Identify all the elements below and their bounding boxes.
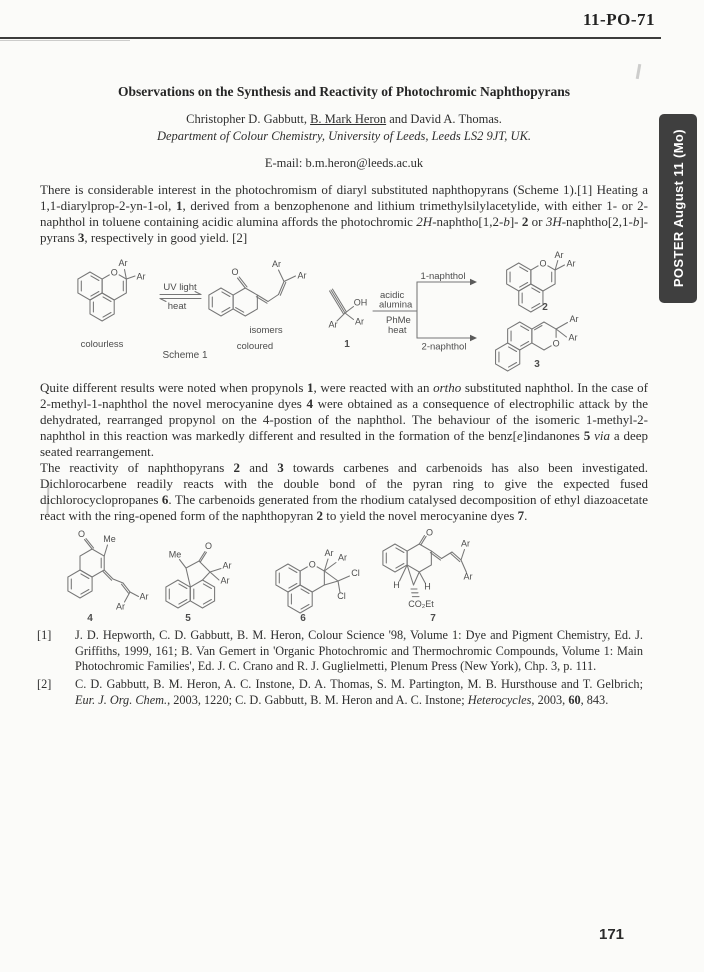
oxygen-label: O — [552, 338, 560, 349]
reference-item — [37, 628, 643, 675]
compound-number-2: 2 — [542, 302, 548, 313]
ar-label: Ar — [116, 601, 125, 612]
ar-label: Ar — [355, 316, 364, 327]
paper-code: 11-PO-71 — [583, 10, 655, 29]
compound-number-1: 1 — [344, 339, 350, 350]
ar-label: Ar — [220, 575, 230, 586]
oxygen-label: O — [110, 267, 118, 278]
structure-compound-6 — [276, 548, 360, 624]
author-line: Christopher D. Gabbutt, B. Mark Heron and David A. Thomas. — [186, 112, 502, 126]
reference-text: C. D. Gabbutt, B. M. Heron, A. C. Instone, D. A. Thomas, S. M. Partington, M. B. Hursthouse and T. Gelbrich; Eur. J. Org. Chem., 2003, 1220; C. D. Gabbutt, B. M. Heron and A. C. Instone; Heterocycles, 2003, 60, 843. — [75, 677, 643, 707]
compound-number-5: 5 — [185, 613, 191, 624]
ar-label: Ar — [463, 571, 473, 582]
page-title: Observations on the Synthesis and Reactivity of Photochromic Naphthopyrans — [117, 84, 571, 99]
ar-label: Ar — [118, 258, 128, 268]
hydrogen-label: H — [393, 580, 400, 590]
ar-label: Ar — [461, 538, 470, 549]
affiliation: Department of Colour Chemistry, University of Leeds, Leeds LS2 9JT, UK. — [156, 129, 532, 143]
equilibrium-arrows — [160, 282, 201, 312]
page-number: 171 — [599, 926, 625, 943]
paragraph-1: There is considerable interest in the photochromism of diaryl substituted naphthopyrans (Scheme 1).[1] Heating a 1,1-diarylprop-2-yn-1-ol, 1, derived from a benzophenone and lithium trimethylsilylacetylide, with either 1- or 2- naphthol in toluene containing acidic alumina affords the photochromic 2H-naphtho[1,2-b]- 2 or 3H-naphtho[2,1-b]- pyrans 3, respectively in good yield. [2] — [40, 182, 648, 245]
poster-session-label: POSTER August 11 (Mo) — [670, 129, 686, 288]
ar-label: Ar — [566, 258, 576, 269]
phme-label: PhMe — [386, 315, 411, 326]
scheme-1-figure — [40, 252, 660, 380]
coloured-label: coloured — [236, 341, 274, 352]
paragraph-3: The reactivity of naphthopyrans 2 and 3 towards carbenes and carbenoids has also been investigated. Dichlorocarbene readily reacts with the double bond of the pyran ring to give the expected fused dichlorocyclopropanes 6. The carbenoids generated from the rhodium catalysed decomposition of ethyl diazoacetate react with the ring-opened form of the naphthopyran 2 to yield the novel merocyanine dyes 7. — [40, 460, 648, 523]
header-rule-artifact — [0, 40, 130, 41]
hydrogen-label: H — [424, 581, 431, 592]
1-naphthol-label: 1-naphthol — [420, 271, 466, 282]
structure-naphthopyran-3 — [496, 314, 579, 371]
compounds-4-7-figure — [40, 528, 660, 623]
chlorine-label: Cl — [337, 591, 346, 601]
compound-number-3: 3 — [534, 359, 540, 370]
ar-label: Ar — [222, 560, 232, 571]
scheme-caption — [162, 350, 207, 361]
ar-label: Ar — [139, 591, 149, 602]
structure-compound-5 — [166, 541, 232, 624]
structure-propynol-1 — [329, 289, 368, 350]
2-naphthol-label: 2-naphthol — [421, 341, 467, 353]
reference-item — [37, 677, 643, 708]
structure-naphthopyran-colourless — [78, 258, 146, 350]
poster-session-badge — [659, 114, 697, 303]
paragraph-2-and-3 — [40, 380, 648, 524]
oxygen-label: O — [231, 267, 239, 277]
scheme-1-caption: Scheme 1 — [162, 350, 208, 361]
structure-naphthopyran-2 — [507, 250, 576, 313]
header-rule — [0, 37, 661, 39]
ar-label: Ar — [272, 259, 281, 269]
ester-label: CO₂Et — [408, 599, 434, 609]
methyl-label: Me — [168, 549, 182, 560]
oxygen-label: O — [204, 541, 213, 551]
ar-label: Ar — [297, 270, 307, 281]
compound-number-4: 4 — [87, 613, 93, 624]
compound-number-7: 7 — [430, 613, 436, 624]
colourless-label: colourless — [80, 339, 124, 350]
oxygen-label: O — [308, 559, 316, 570]
heat-label: heat — [167, 301, 187, 312]
ar-label: Ar — [136, 271, 146, 282]
references-section — [37, 628, 643, 711]
compound-number-6: 6 — [300, 613, 306, 624]
oxygen-label: O — [539, 258, 547, 269]
ar-label: Ar — [324, 548, 334, 558]
structure-compound-4 — [68, 529, 149, 624]
reaction-branch-arrows — [373, 271, 477, 353]
acidic-label: acidic — [380, 290, 405, 301]
reference-marker: [2] — [37, 677, 52, 692]
methyl-label: Me — [103, 534, 116, 544]
ar-label: Ar — [328, 319, 338, 330]
scan-artifact — [636, 64, 642, 79]
ar-label: Ar — [554, 250, 564, 260]
isomers-label: isomers — [249, 325, 283, 336]
heat-label: heat — [388, 325, 407, 336]
ar-label: Ar — [569, 314, 579, 324]
paragraph-2: Quite different results were noted when propynols 1, were reacted with an ortho substituted naphthol. In the case of 2-methyl-1-naphthol the novel merocyanine dyes 4 were obtained as a consequence of electrophilic attack by the dehydrated, rearranged propynol on the 4-postion of the naphthol. The behaviour of the isomeric 1-methyl-2-naphthol in this reaction was markedly different and resulted in the formation of the benz[e]indanones 5 via a deep seated rearrangement. — [40, 380, 649, 459]
oxygen-label: O — [425, 527, 434, 538]
ar-label: Ar — [338, 552, 347, 563]
structure-compound-7 — [383, 528, 473, 625]
oxygen-label: O — [77, 529, 86, 539]
structure-merocyanine-coloured — [209, 259, 307, 352]
hydroxyl-label: OH — [353, 297, 368, 308]
email-line: E-mail: b.m.heron@leeds.ac.uk — [264, 156, 424, 170]
reference-marker: [1] — [37, 628, 52, 642]
ar-label: Ar — [568, 332, 578, 343]
alumina-label: alumina — [379, 299, 413, 311]
chlorine-label: Cl — [351, 568, 360, 578]
uv-light-label: UV light — [163, 282, 197, 293]
reference-text: J. D. Hepworth, C. D. Gabbutt, B. M. Heron, Colour Science '98, Volume 1: Dye and Pigment Chemistry, Ed. J. Griffiths, 1999, 161; B. Van Gemert in 'Organic Photochromic and Thermochromic Compounds, Volume 1: Main Photochromic Families', Ed. J. C. Crano and R. J. Guglielmetti, Plenum Press (New York), Chp. 3, p. 111. — [75, 628, 643, 674]
